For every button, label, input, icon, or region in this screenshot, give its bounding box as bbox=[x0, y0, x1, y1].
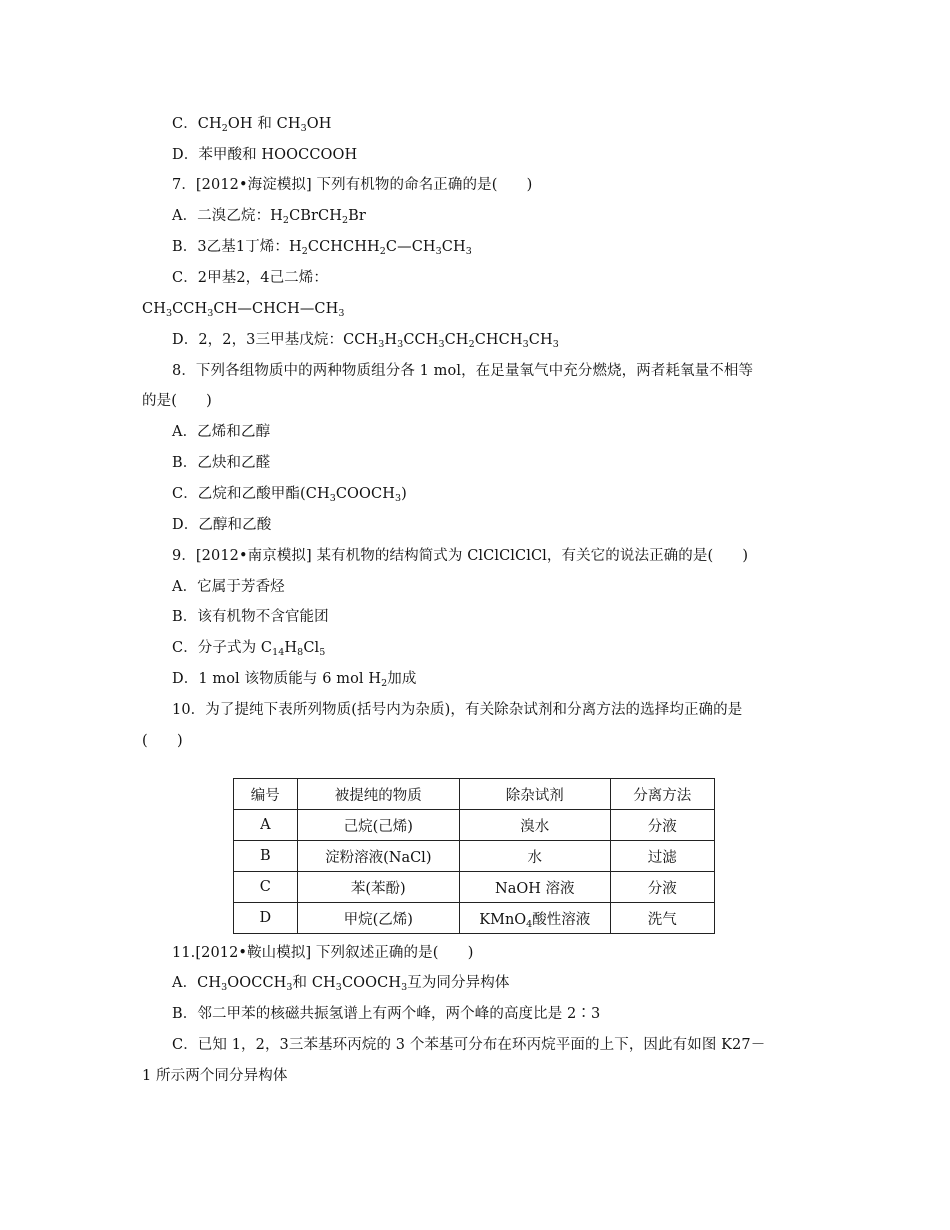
text-line-8q: 8．下列各组物质中的两种物质组分各 1 mol，在足量氧气中充分燃烧，两者耗氧量不相等 bbox=[172, 363, 754, 379]
table-row bbox=[234, 903, 715, 934]
text-line-9a: A．它属于芳香烃 bbox=[172, 579, 285, 595]
table-cell: 淀粉溶液(NaCl) bbox=[297, 841, 459, 872]
text-line-11c2: 1 所示两个同分异构体 bbox=[142, 1068, 288, 1084]
text-line-8q2: 的是( ) bbox=[142, 393, 212, 409]
text-line-8c: C．乙烷和乙酸甲酯$(CH_3COOCH_3)$ bbox=[172, 486, 407, 504]
table-cell: 甲烷(乙烯) bbox=[297, 903, 459, 934]
table-cell: D bbox=[234, 903, 298, 934]
table-cell: 分液 bbox=[610, 872, 714, 903]
table-row bbox=[234, 872, 715, 903]
table-cell: KMnO$_4$酸性溶液 bbox=[459, 903, 610, 934]
text-line-9q: 9．[2012•南京模拟] 某有机物的结构简式为 ClClClClCl，有关它的说法正确的是( ) bbox=[172, 548, 749, 564]
table-header-cell: 被提纯的物质 bbox=[297, 779, 459, 810]
table-header-cell: 分离方法 bbox=[610, 779, 714, 810]
table-cell: C bbox=[234, 872, 298, 903]
text-line-10q2: ( ) bbox=[142, 733, 183, 749]
text-line-9c: C．分子式为 $C_{14}H_8Cl_5$ bbox=[172, 640, 326, 658]
table-cell: 分液 bbox=[610, 810, 714, 841]
table-header-row bbox=[234, 779, 715, 810]
table-row bbox=[234, 841, 715, 872]
text-line-6d: D．苯甲酸和 HOOCCOOH bbox=[172, 147, 358, 163]
text-line-6c: C．$CH_2OH$ 和 $CH_3OH$ bbox=[172, 116, 332, 134]
text-line-8a: A．乙烯和乙醇 bbox=[172, 424, 271, 440]
text-line-7b: B．3乙基1丁烯：$H_2CCHCHH_2C—CH_3CH_3$ bbox=[172, 239, 472, 257]
text-line-10q: 10．为了提纯下表所列物质(括号内为杂质)，有关除杂试剂和分离方法的选择均正确的是 bbox=[172, 702, 743, 718]
table-cell: 己烷(己烯) bbox=[297, 810, 459, 841]
table-cell: 过滤 bbox=[610, 841, 714, 872]
table-header-cell: 除杂试剂 bbox=[459, 779, 610, 810]
text-line-11q: 11.[2012•鞍山模拟] 下列叙述正确的是( ) bbox=[172, 945, 474, 961]
text-line-9b: B．该有机物不含官能团 bbox=[172, 609, 329, 625]
table-cell: 水 bbox=[459, 841, 610, 872]
table-body bbox=[234, 810, 715, 934]
text-line-7q: 7．[2012•海淀模拟] 下列有机物的命名正确的是( ) bbox=[172, 177, 533, 193]
text-line-7a: A．二溴乙烷：$H_2CBrCH_2Br$ bbox=[172, 208, 366, 226]
purification-table bbox=[233, 778, 715, 934]
table-header-cell: 编号 bbox=[234, 779, 298, 810]
text-line-7c: C．2甲基2，4己二烯： bbox=[172, 270, 328, 286]
table-cell: B bbox=[234, 841, 298, 872]
table-cell: 溴水 bbox=[459, 810, 610, 841]
text-line-9d: D．1 mol 该物质能与 6 mol $H_2$加成 bbox=[172, 671, 417, 689]
table-cell: 洗气 bbox=[610, 903, 714, 934]
table-cell: A bbox=[234, 810, 298, 841]
text-line-7c2: $CH_3CCH_3CH—CHCH—CH_3$ bbox=[142, 301, 345, 319]
text-line-7d: D．2，2，3三甲基戊烷：$CCH_3H_3CCH_3CH_2CHCH_3CH_3$ bbox=[172, 332, 559, 350]
text-line-8b: B．乙炔和乙醛 bbox=[172, 455, 271, 471]
text-line-11c: C．已知 1，2，3三苯基环丙烷的 3 个苯基可分布在环丙烷平面的上下，因此有如图 K27－ bbox=[172, 1037, 766, 1053]
text-line-11a: A．$CH_3OOCCH_3$和 $CH_3COOCH_3$互为同分异构体 bbox=[172, 975, 510, 993]
table-cell: 苯(苯酚) bbox=[297, 872, 459, 903]
text-line-8d: D．乙醇和乙酸 bbox=[172, 517, 272, 533]
text-line-11b: B．邻二甲苯的核磁共振氢谱上有两个峰，两个峰的高度比是 2∶3 bbox=[172, 1006, 601, 1022]
table-cell: NaOH 溶液 bbox=[459, 872, 610, 903]
table-row bbox=[234, 810, 715, 841]
